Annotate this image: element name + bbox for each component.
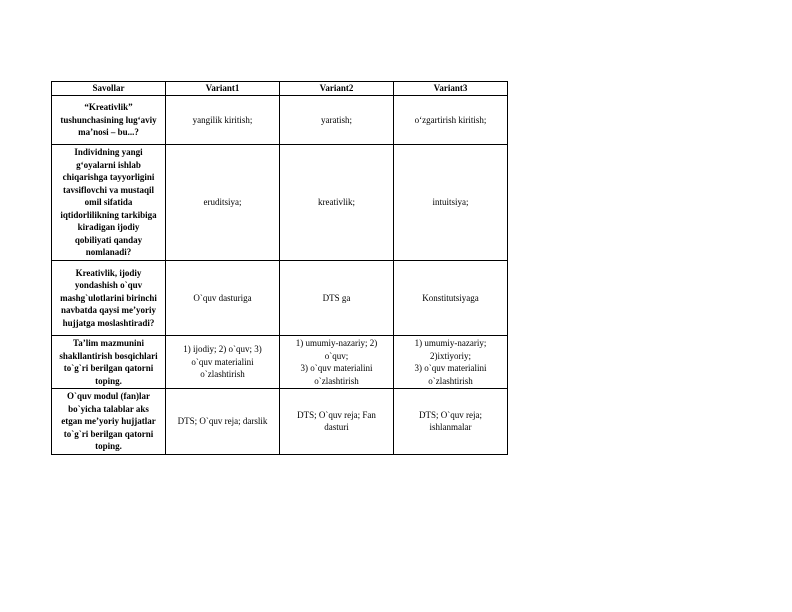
question-line: iqtidorlilikning tarkibiga xyxy=(60,209,157,220)
question-cell xyxy=(52,389,166,455)
variant2-cell xyxy=(280,145,394,261)
question-line: Kreativlik, ijodiy xyxy=(75,267,142,278)
answer-line: kreativlik; xyxy=(318,197,355,208)
question-line: hujjatga moslashtiradi? xyxy=(62,317,155,328)
question-line: toping. xyxy=(95,375,122,386)
quiz-table xyxy=(51,81,508,455)
question-line: kiradigan ijodiy xyxy=(77,222,140,233)
table-row xyxy=(52,96,508,145)
answer-line: DTS; O`quv reja; darslik xyxy=(177,416,268,426)
answer-line: ishlanmalar xyxy=(429,422,472,433)
question-line: g‘oyalarni ishlab xyxy=(76,159,141,170)
answer-line: 1) umumiy-nazariy; xyxy=(414,338,487,348)
question-cell xyxy=(52,261,166,336)
question-line: navbatda qaysi me’yoriy xyxy=(60,305,156,316)
question-line: nomlanadi? xyxy=(85,247,132,258)
table-row xyxy=(52,389,508,455)
answer-line: o`zlashtirish xyxy=(314,375,359,386)
answer-line: o`quv; xyxy=(324,350,349,361)
question-line: yondashish o`quv xyxy=(74,280,143,291)
variant1-cell xyxy=(166,145,280,261)
question-line: Individning yangi xyxy=(74,147,143,158)
question-line: omil sifatida xyxy=(84,197,133,208)
question-cell xyxy=(52,145,166,261)
question-line: Ta’lim mazmunini xyxy=(73,338,144,348)
answer-line: o‘zgartirish kiritish; xyxy=(414,114,487,125)
variant1-cell xyxy=(166,336,280,389)
answer-line: DTS; O`quv reja; Fan xyxy=(297,409,376,420)
variant3-cell xyxy=(394,389,508,455)
header-variant1: Variant1 xyxy=(166,82,280,96)
table-row xyxy=(52,145,508,261)
question-line: “Kreativlik” xyxy=(84,102,133,113)
question-line: to`g`ri berilgan qatorni xyxy=(63,428,154,439)
header-savollar: Savollar xyxy=(52,82,166,96)
variant3-cell xyxy=(394,145,508,261)
question-line: chiqarishga tayyorligini xyxy=(62,172,155,183)
table-header-row xyxy=(52,82,508,96)
question-line: toping. xyxy=(95,441,122,451)
question-line: tavsiflovchi va mustaqil xyxy=(62,184,154,195)
answer-line: O`quv dasturiga xyxy=(193,292,252,303)
question-line: bo`yicha talablar aks xyxy=(68,403,149,414)
answer-line: intuitsiya; xyxy=(432,197,469,208)
question-line: tushunchasining lug‘aviy xyxy=(60,114,157,125)
answer-line: yangilik kiritish; xyxy=(192,114,253,125)
answer-line: 3) o`quv materialini xyxy=(300,363,373,373)
answer-line: yaratish; xyxy=(321,114,352,125)
question-cell xyxy=(52,336,166,389)
variant3-cell xyxy=(394,336,508,389)
question-line: O`quv modul (fan)lar xyxy=(66,391,150,401)
answer-line: 2)ixtiyoriy; xyxy=(430,350,471,361)
answer-line: 1) ijodiy; 2) o`quv; 3) xyxy=(183,344,262,355)
variant1-cell xyxy=(166,261,280,336)
table-row xyxy=(52,336,508,389)
variant3-cell xyxy=(394,96,508,145)
table-row xyxy=(52,261,508,336)
variant2-cell xyxy=(280,96,394,145)
answer-line: dasturi xyxy=(324,422,349,433)
answer-line: Konstitutsiyaga xyxy=(422,292,479,303)
answer-line: DTS; O`quv reja; xyxy=(419,409,482,420)
answer-line: o`zlashtirish xyxy=(200,369,245,380)
variant3-cell xyxy=(394,261,508,336)
variant2-cell xyxy=(280,389,394,455)
question-cell xyxy=(52,96,166,145)
variant2-cell xyxy=(280,336,394,389)
variant1-cell xyxy=(166,389,280,455)
answer-line: 3) o`quv materialini xyxy=(414,363,487,373)
answer-line: o`quv materialini xyxy=(191,356,254,367)
variant2-cell xyxy=(280,261,394,336)
answer-line: eruditsiya; xyxy=(203,197,242,208)
answer-line: DTS ga xyxy=(322,292,351,303)
answer-line: o`zlashtirish xyxy=(428,375,473,386)
variant1-cell xyxy=(166,96,280,145)
answer-line: 1) umumiy-nazariy; 2) xyxy=(295,338,378,348)
header-variant3: Variant3 xyxy=(394,82,508,96)
question-line: qobiliyati qanday xyxy=(74,234,143,245)
question-line: etgan me’yoriy hujjatlar xyxy=(61,416,156,426)
question-line: shakllantirish bosqichlari xyxy=(59,350,158,361)
question-line: ma’nosi – bu...? xyxy=(78,127,139,138)
question-line: to`g`ri berilgan qatorni xyxy=(63,363,154,373)
question-line: mashg`ulotlarini birinchi xyxy=(60,292,157,303)
header-variant2: Variant2 xyxy=(280,82,394,96)
